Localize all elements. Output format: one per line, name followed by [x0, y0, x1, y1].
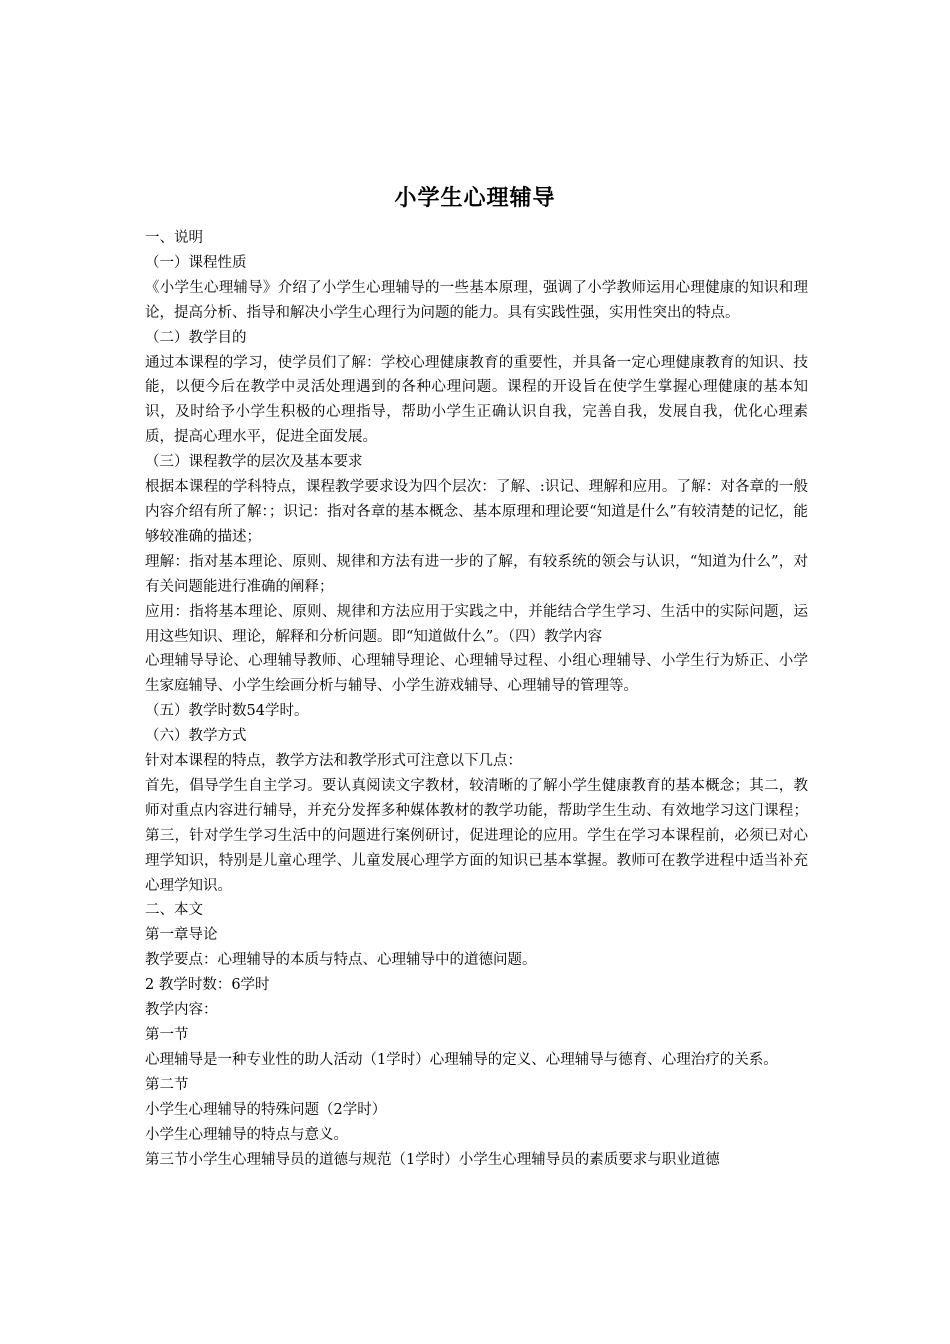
paragraph: 心理辅导是一种专业性的助人活动（1学时）心理辅导的定义、心理辅导与德育、心理治疗的关系。	[145, 1051, 778, 1068]
paragraph: 第三节小学生心理辅导员的道德与规范（1学时）小学生心理辅导员的素质要求与职业道德	[145, 1151, 720, 1168]
document-body	[145, 226, 808, 1172]
chapter-heading: 第一章导论	[145, 927, 218, 944]
paragraph: 理解：指对基本理论、原则、规律和方法有进一步的了解，有较系统的领会与认识，“知道为什么”，对有关问题能进行准确的阐释；	[145, 553, 808, 595]
paragraph: 针对本课程的特点，教学方法和教学形式可注意以下几点：	[145, 753, 522, 770]
section-heading: 一、说明	[145, 230, 203, 246]
section-heading: 二、本文	[145, 902, 203, 919]
paragraph: 应用：指将基本理论、原则、规律和方法应用于实践之中，并能结合学生学习、生活中的实际问题，运用这些知识、理论，解释和分析问题。即“知道做什么”。（四）教学内容	[145, 603, 808, 645]
paragraph: 心理辅导导论、心理辅导教师、心理辅导理论、心理辅导过程、小组心理辅导、小学生行为矫正、小学生家庭辅导、小学生绘画分析与辅导、小学生游戏辅导、心理辅导的管理等。	[145, 653, 808, 695]
paragraph: 小学生心理辅导的特点与意义。	[145, 1126, 348, 1143]
paragraph: 2 教学时数：6学时	[145, 977, 270, 994]
section-label: 第一节	[145, 1027, 189, 1043]
section-label: 第二节	[145, 1076, 189, 1093]
paragraph: 首先，倡导学生自主学习。要认真阅读文字教材，较清晰的了解小学生健康教育的基本概念；其二，教师对重点内容进行辅导，并充分发挥多种媒体教材的教学功能，帮助学生生动、有效地学习这门课程；第三，针对学生学习生活中的问题进行案例研讨，促进理论的应用。学生在学习本课程前，必须已对心理学知识，特别是儿童心理学、儿童发展心理学方面的知识已基本掌握。教师可在教学进程中适当补充心理学知识。	[145, 777, 808, 894]
paragraph: 《小学生心理辅导》介绍了小学生心理辅导的一些基本原理，强调了小学教师运用心理健康的知识和理论，提高分析、指导和解决小学生心理行为问题的能力。具有实践性强，实用性突出的特点。	[145, 279, 808, 321]
paragraph: 根据本课程的学科特点，课程教学要求设为四个层次：了解、:识记、理解和应用。了解：对各章的一般内容介绍有所了解：；识记：指对各章的基本概念、基本原理和理论要“知道是什么”有较清楚的记忆，能够较准确的描述；	[145, 479, 808, 545]
subsection-heading: （二）教学目的	[145, 329, 247, 346]
subsection-heading: （一）课程性质	[145, 254, 247, 271]
subsection-heading: （三）课程教学的层次及基本要求	[145, 454, 363, 471]
subsection-heading: （六）教学方式	[145, 728, 247, 745]
subsection-heading: （五）教学时数54学时。	[145, 703, 309, 720]
paragraph: 教学要点：心理辅导的本质与特点、心理辅导中的道德问题。	[145, 952, 537, 969]
paragraph: 小学生心理辅导的特殊问题（2学时）	[145, 1101, 387, 1118]
document-title: 小学生心理辅导	[394, 186, 556, 211]
paragraph: 通过本课程的学习，使学员们了解：学校心理健康教育的重要性，并具备一定心理健康教育的知识、技能，以便今后在教学中灵活处理遇到的各种心理问题。课程的开设旨在使学生掌握心理健康的基本知识，及时给予小学生积极的心理指导，帮助小学生正确认识自我，完善自我，发展自我，优化心理素质，提高心理水平，促进全面发展。	[145, 354, 808, 446]
paragraph: 教学内容：	[145, 1002, 218, 1019]
